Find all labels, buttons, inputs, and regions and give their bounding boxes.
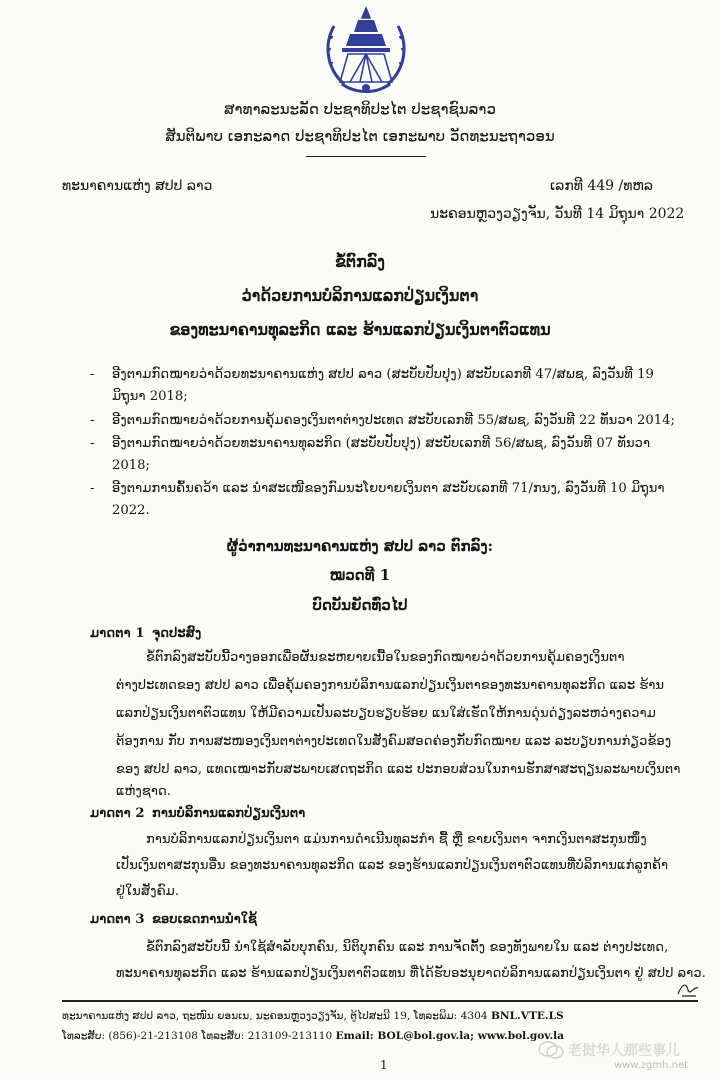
article-2-line: ຢູ່ໃນສັງຄົມ. [116, 884, 180, 899]
article-3-line: ທະນາຄານທຸລະກິດ ແລະ ຮ້ານແລກປ່ຽນເງິນຕາຕົວແທນ ທີ່ໄດ້ຮັບອະນຸຍາດບໍລິການແລກປ່ຽນເງິນຕາ ຢູ່ ສປປ ລາວ. [116, 966, 706, 981]
watermark-text: 老挝华人那些事儿 [568, 1043, 680, 1059]
national-motto: ສັນຕິພາບ ເອກະລາດ ປະຊາທິປະໄຕ ເອກະພາບ ວັດທະນະຖາວອນ [165, 127, 555, 145]
footer-telex-code: BNL.VTE.LS [490, 1010, 564, 1022]
governor-decision-line: ຜູ້ວ່າການທະນາຄານແຫ່ງ ສປປ ລາວ ຕົກລົງ: [226, 537, 494, 555]
document-title-line-2: ວ່າດ້ວຍການບໍລິການແລກປ່ຽນເງິນຕາ [241, 286, 479, 305]
place-date: ນະຄອນຫຼວງວຽງຈັນ, ວັນທີ 14 ມິຖຸນາ 2022 [430, 206, 685, 222]
article-1-line: ຕ່າງປະເທດຂອງ ສປປ ລາວ ເພື່ອຄຸ້ມຄອງການບໍລິການແລກປ່ຽນເງິນຕາຂອງທະນາຄານທຸລະກິດ ແລະ ຮ້ານ [116, 678, 665, 693]
issuer-name: ທະນາຄານແຫ່ງ ສປປ ລາວ [62, 178, 213, 194]
wechat-logo-icon [538, 1041, 564, 1059]
header-divider [306, 156, 426, 157]
reference-item-3-line-1: ອີງຕາມກົດໝາຍວ່າດ້ວຍທະນາຄານທຸລະກິດ (ສະບັບປັບປຸງ) ສະບັບເລກທີ 56/ສພຊ, ລົງວັນທີ 07 ທັນວາ [112, 436, 651, 451]
document-number: ເລກທີ 449 /ທຫລ [550, 178, 653, 194]
article-1-line: ຂໍ້ຕົກລົງສະບັບນີ້ວາງອອກເພື່ອຜັນຂະຫຍາຍເນື້ອໃນຂອງກົດໝາຍວ່າດ້ວຍການຄຸ້ມຄອງເງິນຕາ [146, 650, 625, 665]
chapter-label: ໝວດທີ 1 [329, 566, 391, 584]
reference-bullet: - [90, 367, 95, 382]
footer-line-2 [62, 1030, 564, 1042]
chapter-name: ບົດບັນຍັດທົ່ວໄປ [312, 596, 408, 614]
footer-line-1 [62, 1010, 564, 1022]
national-emblem-icon [320, 4, 412, 94]
reference-item-4-line-2: 2022. [112, 503, 150, 518]
reference-item-1-line-2: ມິຖຸນາ 2018; [112, 389, 188, 404]
reference-item-3-line-2: 2018; [112, 458, 151, 473]
article-1-line: ແຫ່ງຊາດ. [116, 784, 171, 799]
watermark-site: www.zgmh.net [614, 1060, 689, 1071]
initial-signature-icon [676, 978, 702, 1000]
reference-bullet: - [90, 481, 95, 496]
article-1-line: ຕ້ອງການ ກັບ ການສະໜອງເງິນຕາຕ່າງປະເທດໃນສັງຄົມສອດຄ່ອງກັບກົດໝາຍ ແລະ ລະບຽບການກ່ຽວຂ້ອງ [116, 734, 672, 749]
footer-phone: ໂທລະສັບ: (856)-21-213108 ໂທລະສັບ: 213109-213110 [62, 1030, 333, 1042]
footer-email-web: Email: BOL@bol.gov.la; www.bol.gov.la [335, 1030, 565, 1042]
footer-divider [62, 1000, 698, 1002]
reference-bullet: - [90, 436, 95, 451]
reference-bullet: - [90, 413, 95, 428]
document-title-line-3: ຂອງທະນາຄານທຸລະກິດ ແລະ ຮ້ານແລກປ່ຽນເງິນຕາຕົວແທນ [169, 320, 551, 339]
article-2-label: ມາດຕາ 2 [90, 806, 145, 821]
republic-name: ສາທາລະນະລັດ ປະຊາທິປະໄຕ ປະຊາຊົນລາວ [224, 100, 496, 118]
reference-item-2-line-1: ອີງຕາມກົດໝາຍວ່າດ້ວຍການຄຸ້ມຄອງເງິນຕາຕ່າງປະເທດ ສະບັບເລກທີ 55/ສພຊ, ລົງວັນທີ 22 ທັນວາ 2014; [112, 413, 675, 428]
reference-item-1-line-1: ອີງຕາມກົດໝາຍວ່າດ້ວຍທະນາຄານແຫ່ງ ສປປ ລາວ (ສະບັບປັບປຸງ) ສະບັບເລກທີ 47/ສພຊ, ລົງວັນທີ 19 [112, 367, 654, 382]
article-2-title: ການບໍລິການແລກປ່ຽນເງິນຕາ [152, 806, 306, 821]
footer-address: ທະນາຄານແຫ່ງ ສປປ ລາວ, ຖະໜົນ ຍອນເນ, ນະຄອນຫຼວງວຽງຈັນ, ຕູ້ໄປສະນີ 19, ໂທລະພິມ: 4304 [62, 1010, 488, 1022]
reference-item-4-line-1: ອີງຕາມການຄົ້ນຄວ້າ ແລະ ນຳສະເໜີຂອງກົມນະໂຍບາຍເງິນຕາ ສະບັບເລກທີ 71/ກນງ, ລົງວັນທີ 10 ມິຖຸນາ [112, 481, 665, 496]
article-1-label: ມາດຕາ 1 [90, 626, 145, 641]
article-1-line: ຂອງ ສປປ ລາວ, ແທດເໝາະກັບສະພາບເສດຖະກິດ ແລະ ປະກອບສ່ວນໃນການຮັກສາສະຖຽນລະພາບເງິນຕາ [116, 762, 681, 777]
article-2-line: ການບໍລິການແລກປ່ຽນເງິນຕາ ແມ່ນການດຳເນີນທຸລະກຳ ຊື້ ຫຼື ຂາຍເງິນຕາ ຈາກເງິນຕາສະກຸນໜຶ່ງ [146, 832, 647, 847]
article-2-line: ເປັນເງິນຕາສະກຸນອື່ນ ຂອງທະນາຄານທຸລະກິດ ແລະ ຂອງຮ້ານແລກປ່ຽນເງິນຕາຕົວແທນທີ່ບໍລິການແກ່ລູກຄ້າ [116, 858, 669, 873]
document-title-line-1: ຂໍ້ຕົກລົງ [334, 252, 386, 271]
article-1-title: ຈຸດປະສົງ [152, 626, 202, 641]
article-3-label: ມາດຕາ 3 [90, 912, 145, 927]
article-3-title: ຂອບເຂດການນຳໃຊ້ [152, 912, 258, 927]
article-3-line: ຂໍ້ຕົກລົງສະບັບນີ້ ນຳໃຊ້ສຳລັບບຸກຄົນ, ນິຕິບຸກຄົນ ແລະ ການຈັດຕັ້ງ ຂອງທັງພາຍໃນ ແລະ ຕ່າງປະເທດ, [146, 940, 669, 955]
page-number: 1 [380, 1058, 388, 1072]
article-1-line: ແລກປ່ຽນເງິນຕາຕົວແທນ ໃຫ້ມີຄວາມເປັນລະບຽບຮຽບຮ້ອຍ ແນໃສ່ເຮັດໃຫ້ການດຸ່ນດ່ຽງລະຫວ່າງຄວາມ [116, 706, 656, 721]
